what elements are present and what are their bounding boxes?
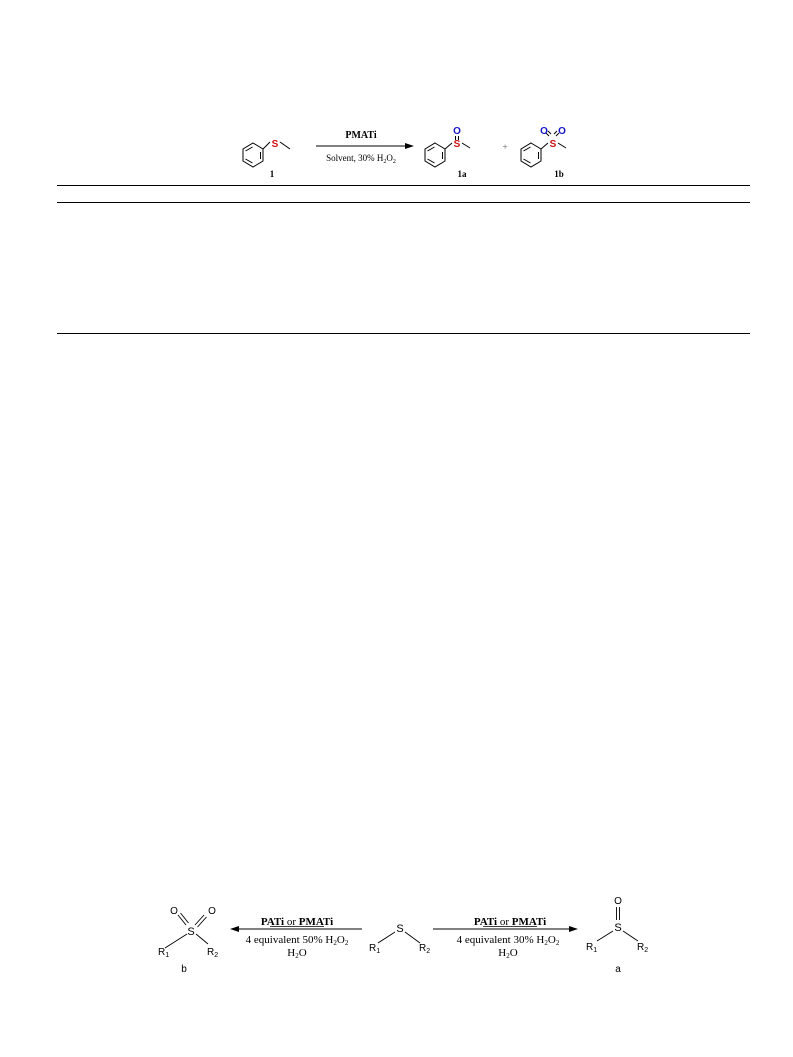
double-bond: [246, 159, 253, 163]
r1-group: $R_1$: [586, 942, 598, 954]
sulfur-atom: S: [187, 926, 195, 938]
bond: [263, 142, 270, 149]
right-solvent: H2O: [498, 947, 518, 960]
double-bond: [246, 147, 253, 151]
arrow-head: [405, 143, 414, 149]
right-reagent-label: PATi or PMATi: [473, 916, 547, 928]
left-solvent: H2O: [287, 947, 307, 960]
left-reagent-label: PATi or PMATi: [260, 916, 334, 928]
table-header-rule: [57, 202, 750, 203]
sulfur-atom: S: [614, 922, 622, 934]
scheme-1: [0, 0, 793, 190]
arrow-head: [230, 926, 239, 932]
sulfur-atom: S: [453, 139, 461, 150]
plus-sign: +: [502, 142, 508, 152]
reagent-label: PMATi: [345, 130, 377, 141]
reactant-thioanisole: [243, 142, 290, 167]
sulfur-atom: S: [396, 923, 404, 935]
oxygen-atom: O: [540, 126, 548, 137]
product-a-label: a: [615, 964, 621, 975]
product-b-label: b: [181, 964, 187, 975]
oxygen-atom: O: [614, 896, 622, 907]
bond: [280, 142, 290, 149]
oxygen-atom: O: [208, 906, 216, 917]
scheme-2: [0, 890, 793, 1000]
conditions-label: Solvent, 30% $H_2O_2$: [326, 153, 396, 165]
table-top-rule: [57, 185, 750, 186]
right-conditions: 4 equivalent 30% H2O2: [456, 934, 560, 947]
table-bottom-rule: [57, 333, 750, 334]
r1-group: $R_1$: [369, 943, 381, 955]
r2-group: $R_2$: [637, 942, 649, 954]
left-conditions: 4 equivalent 50% H2O2: [245, 934, 349, 947]
sulfur-atom: S: [549, 139, 557, 150]
r1-group: $R_1$: [158, 947, 170, 959]
r2-group: $R_2$: [419, 943, 431, 955]
r2-group: $R_2$: [207, 947, 219, 959]
sulfur-atom: S: [271, 139, 279, 150]
product-b-label: 1b: [554, 169, 564, 179]
product-sulfoxide: [425, 136, 470, 167]
product-a-label: 1a: [457, 169, 467, 179]
oxygen-atom: O: [170, 906, 178, 917]
arrow-head: [569, 926, 578, 932]
oxygen-atom: O: [558, 126, 566, 137]
oxygen-atom: O: [453, 126, 461, 137]
reactant-label: 1: [269, 169, 275, 179]
